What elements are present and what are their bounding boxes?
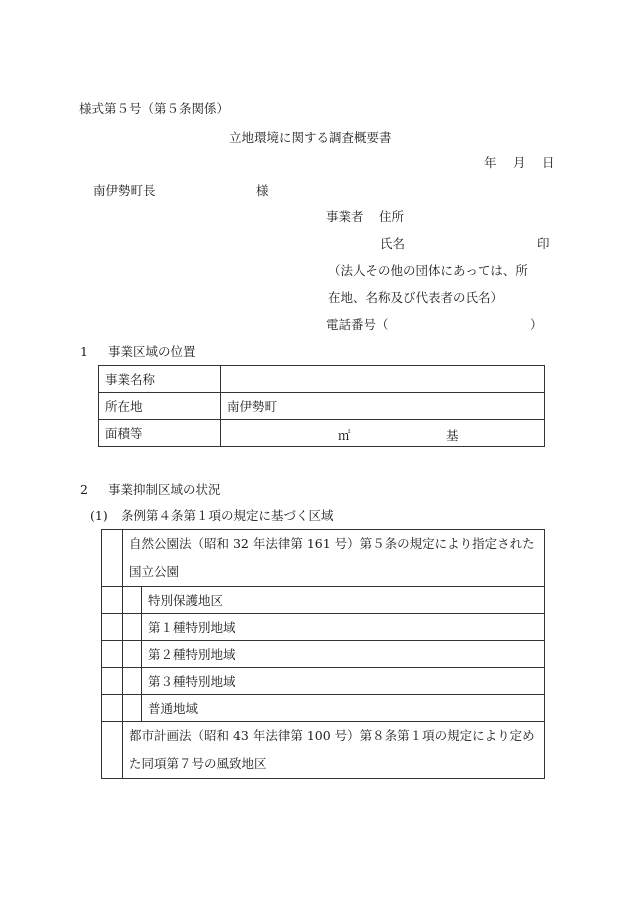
zone-special-3: 第３種特別地域 <box>142 668 545 695</box>
business-name-value[interactable] <box>221 366 545 393</box>
city-checkbox-cell[interactable] <box>102 722 123 779</box>
restricted-area-table <box>101 529 545 779</box>
zone-special-1: 第１種特別地域 <box>142 614 545 641</box>
table-row <box>99 420 545 447</box>
blank-cell <box>102 614 123 641</box>
zone-ordinary: 普通地域 <box>142 695 545 722</box>
table-row <box>102 530 545 587</box>
phone-close: ） <box>530 317 543 332</box>
area-label: 面積等 <box>99 420 221 447</box>
area-unit-count: 基 <box>446 428 459 443</box>
area-value[interactable] <box>221 420 545 447</box>
zone-checkbox-cell[interactable] <box>123 614 142 641</box>
blank-cell <box>102 641 123 668</box>
honorific: 様 <box>256 183 269 198</box>
location-label: 所在地 <box>99 393 221 420</box>
section1-heading: 事業区域の位置 <box>108 344 196 359</box>
park-law-text: 自然公園法（昭和 32 年法律第 161 号）第５条の規定により指定された国立公園 <box>123 530 545 587</box>
table-row <box>102 641 545 668</box>
zone-checkbox-cell[interactable] <box>123 695 142 722</box>
address-label: 住所 <box>379 209 405 224</box>
park-checkbox-cell[interactable] <box>102 530 123 587</box>
subsection-heading: 条例第４条第１項の規定に基づく区域 <box>121 508 334 523</box>
zone-checkbox-cell[interactable] <box>123 641 142 668</box>
zone-special-2: 第２種特別地域 <box>142 641 545 668</box>
form-number: 様式第５号（第５条関係） <box>79 101 230 116</box>
table-row <box>99 366 545 393</box>
table-row <box>102 587 545 614</box>
section2-number: 2 <box>80 482 88 497</box>
subsection-number: (1) <box>90 508 108 523</box>
phone-label: 電話番号（ <box>326 317 389 332</box>
corporate-note-line1: （法人その他の団体にあっては、所 <box>328 263 528 278</box>
date-line: 年 月 日 <box>484 155 555 170</box>
table-row <box>102 722 545 779</box>
blank-cell <box>102 587 123 614</box>
section1-number: 1 <box>80 344 88 359</box>
table-row <box>102 614 545 641</box>
corporate-note-line2: 在地、名称及び代表者の氏名） <box>328 290 504 305</box>
section2-heading: 事業抑制区域の状況 <box>108 482 221 497</box>
blank-cell <box>102 668 123 695</box>
name-label: 氏名 <box>380 236 406 251</box>
business-name-label: 事業名称 <box>99 366 221 393</box>
table-row <box>99 393 545 420</box>
addressee: 南伊勢町長 <box>93 183 156 198</box>
zone-special-protection: 特別保護地区 <box>142 587 545 614</box>
blank-cell <box>102 695 123 722</box>
document-title: 立地環境に関する調査概要書 <box>229 130 392 145</box>
area-unit-sqm: ㎡ <box>338 428 351 443</box>
zone-checkbox-cell[interactable] <box>123 668 142 695</box>
seal-mark: 印 <box>537 236 550 251</box>
table-row <box>102 695 545 722</box>
applicant-label: 事業者 <box>326 209 364 224</box>
location-table <box>98 365 545 447</box>
location-value[interactable]: 南伊勢町 <box>221 393 545 420</box>
table-row <box>102 668 545 695</box>
zone-checkbox-cell[interactable] <box>123 587 142 614</box>
city-law-text: 都市計画法（昭和 43 年法律第 100 号）第８条第１項の規定により定めた同項第７号の風致地区 <box>123 722 545 779</box>
